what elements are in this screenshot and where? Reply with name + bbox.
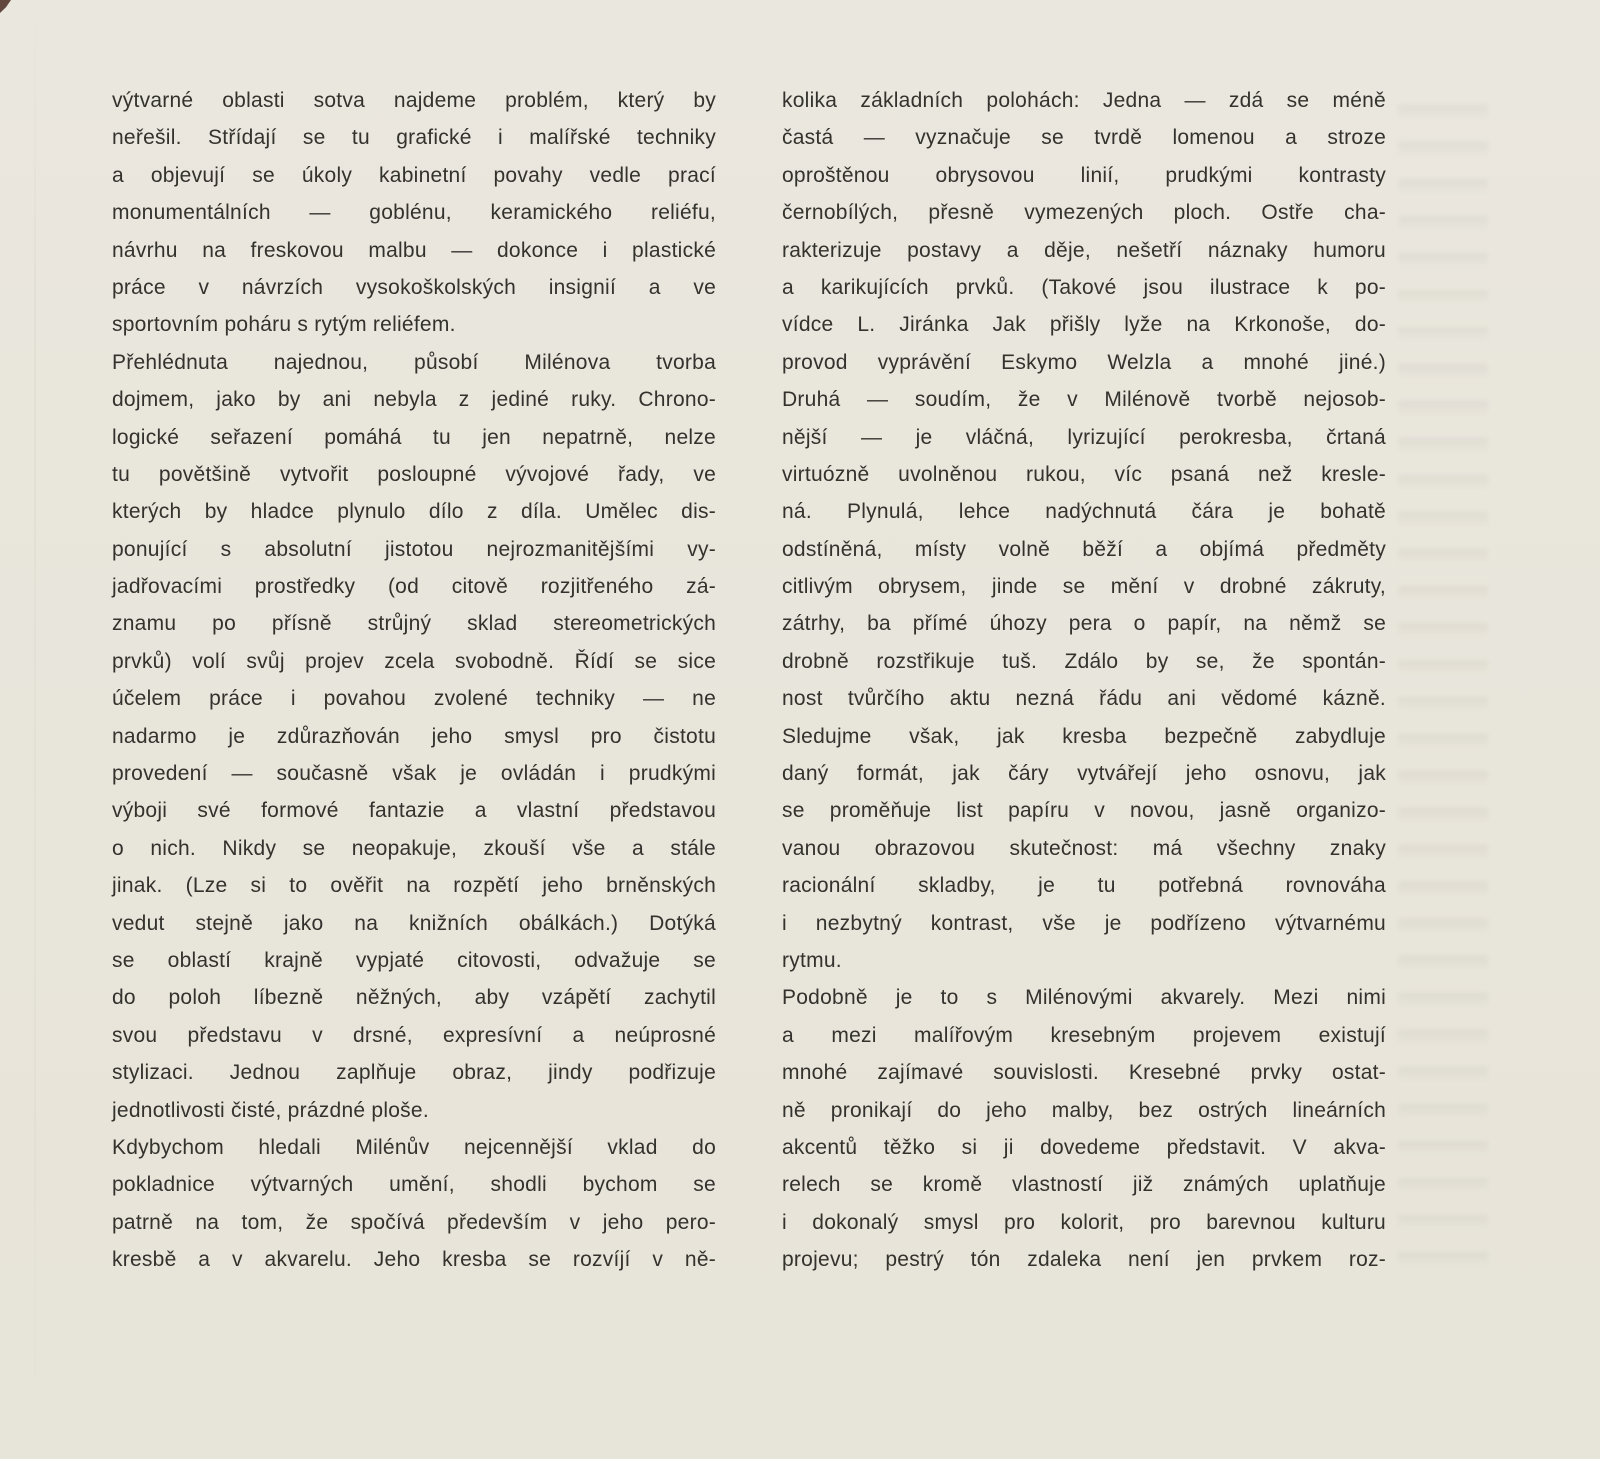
text-line: do poloh líbezně něžných, aby vzápětí zachytil [112,986,716,1010]
text-line: patrně na tom, že spočívá především v jeho pero- [112,1210,716,1234]
text-line: a karikujících prvků. (Takové jsou ilustrace k po- [782,275,1386,299]
text-line: návrhu na freskovou malbu — dokonce i plastické [112,238,716,262]
text-line: častá — vyznačuje se tvrdě lomenou a stroze [782,126,1386,150]
text-line: se proměňuje list papíru v novou, jasně organizo- [782,799,1386,823]
text-line: virtuózně uvolněnou rukou, víc psaná než kresle- [782,462,1386,486]
text-line: Přehlédnuta najednou, působí Milénova tvorba [112,350,716,374]
text-line: nadarmo je zdůrazňován jeho smysl pro čistotu [112,724,716,748]
text-line: vanou obrazovou skutečnost: má všechny znaky [782,836,1386,860]
text-line: vedut stejně jako na knižních obálkách.) Dotýká [112,911,716,935]
text-line: rytmu. [782,948,842,972]
text-line: i dokonalý smysl pro kolorit, pro barevnou kulturu [782,1210,1386,1234]
text-line: stylizaci. Jednou zaplňuje obraz, jindy podřizuje [112,1061,716,1085]
text-line: výboji své formové fantazie a vlastní představou [112,799,716,823]
text-line: drobně rozstřikuje tuš. Zdálo by se, že spontán- [782,649,1386,673]
text-line: Sledujme však, jak kresba bezpečně zabydluje [782,724,1386,748]
text-line: zátrhy, ba přímé úhozy pera o papír, na němž se [782,612,1386,636]
text-line: kterých by hladce plynulo dílo z díla. Umělec dis- [112,500,716,524]
page-fold-line [34,0,36,1459]
text-line: jinak. (Lze si to ověřit na rozpětí jeho brněnských [112,874,716,898]
text-line: ně pronikají do jeho malby, bez ostrých lineárních [782,1098,1386,1122]
text-line: o nich. Nikdy se neopakuje, zkouší vše a stále [112,836,716,860]
text-line: Druhá — soudím, že v Milénově tvorbě nejosob- [782,388,1386,412]
text-line: tu povětšině vytvořit posloupné vývojové řady, ve [112,462,716,486]
corner-mark [0,0,11,13]
text-line: relech se kromě vlastností již známých uplatňuje [782,1173,1386,1197]
text-line: pokladnice výtvarných umění, shodli bychom se [112,1173,716,1197]
text-line: prvků) volí svůj projev zcela svobodně. Řídí se sice [112,649,716,673]
text-line: kolika základních polohách: Jedna — zdá se méně [782,89,1386,112]
show-through-marks [1398,90,1488,1280]
text-line: racionální skladby, je tu potřebná rovnováha [782,874,1386,898]
text-line: jadřovacími prostředky (od citově rozjitřeného zá- [112,575,716,599]
text-line: daný formát, jak čáry vytvářejí jeho osnovu, jak [782,762,1386,786]
text-line: vídce L. Jiránka Jak přišly lyže na Krkonoše, do- [782,313,1386,337]
text-line: dojmem, jako by ani nebyla z jediné ruky. Chrono- [112,388,716,412]
text-line: projevu; pestrý tón zdaleka není jen prvkem roz- [782,1248,1386,1272]
text-line: nost tvůrčího aktu nezná řádu ani vědomé kázně. [782,687,1386,711]
text-line: citlivým obrysem, jinde se mění v drobné zákruty, [782,575,1386,599]
text-line: akcentů těžko si ji dovedeme představit. V akva- [782,1135,1386,1159]
text-line: a objevují se úkoly kabinetní povahy vedle prací [112,163,716,187]
text-line: Kdybychom hledali Milénův nejcennější vklad do [112,1135,716,1159]
text-line: odstíněná, místy volně běží a objímá předměty [782,537,1386,561]
text-line: svou představu v drsné, expresívní a neúprosné [112,1023,716,1047]
text-line: ná. Plynulá, lehce nadýchnutá čára je bohatě [782,500,1386,524]
text-line: účelem práce i povahou zvolené techniky — ne [112,687,716,711]
text-line: Podobně je to s Milénovými akvarely. Mezi nimi [782,986,1386,1010]
text-line: práce v návrzích vysokoškolských insignií a ve [112,275,716,299]
text-line: neřešil. Střídají se tu grafické i malířské techniky [112,126,716,150]
text-line: a mezi malířovým kresebným projevem existují [782,1023,1386,1047]
text-line: provedení — současně však je ovládán i prudkými [112,762,716,786]
text-column-left [112,82,716,1279]
text-line: kresbě a v akvarelu. Jeho kresba se rozvíjí v ně- [112,1248,716,1272]
text-line: výtvarné oblasti sotva najdeme problém, který by [112,89,716,112]
text-line: mnohé zajímavé souvislosti. Kresebné prvky ostat- [782,1061,1386,1085]
text-line: nější — je vláčná, lyrizující perokresba, črtaná [782,425,1386,449]
text-line: monumentálních — goblénu, keramického reliéfu, [112,201,716,225]
text-line: oproštěnou obrysovou linií, prudkými kontrasty [782,163,1386,187]
text-line: ponující s absolutní jistotou nejrozmanitějšími vy- [112,537,716,561]
text-line: logické seřazení pomáhá tu jen nepatrně, nelze [112,425,716,449]
text-line: se oblastí krajně vypjaté citovosti, odvažuje se [112,948,716,972]
text-column-right [782,82,1386,1279]
text-line: provod vyprávění Eskymo Welzla a mnohé jiné.) [782,350,1386,374]
text-line: i nezbytný kontrast, vše je podřízeno výtvarnému [782,911,1386,935]
text-line: jednotlivosti čisté, prázdné ploše. [112,1098,429,1122]
text-line: znamu po přísně strůjný sklad stereometrických [112,612,716,636]
text-line: černobílých, přesně vymezených ploch. Ostře cha- [782,201,1386,225]
text-line: sportovním poháru s rytým reliéfem. [112,313,456,337]
text-line: rakterizuje postavy a děje, nešetří náznaky humoru [782,238,1386,262]
